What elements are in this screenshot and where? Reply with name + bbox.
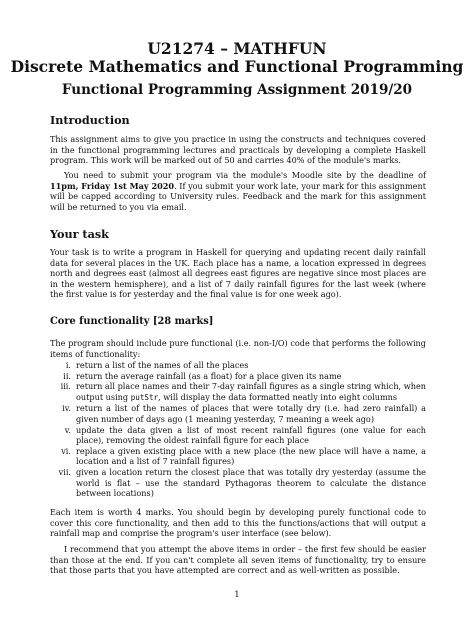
core-functionality-heading: Core functionality [28 marks] xyxy=(50,316,214,327)
list-item: i. return a list of the names of all the places xyxy=(65,360,249,370)
list-item: iii. return all place names and their 7-day rainfall figures as a single string which, when output using putStr, will display the data formatted neatly into eight columns xyxy=(60,381,426,402)
core-after-paragraph-1: Each item is worth 4 marks. You should begin by developing purely functional code to cover this core functionality, and then add to this the functions/actions that will output a rainfall map and comprise the program's user interface (see below). xyxy=(50,507,426,539)
core-after-paragraph-2: I recommend that you attempt the above items in order – the first few should be easier than those at the end. If you can't complete all seven items of functionality, try to ensure that those parts that you have attempted are correct and as well-written as possible. xyxy=(50,544,426,576)
list-item: iv. return a list of the names of places that were totally dry (i.e. had zero rainfall) a given number of days ago (1 meaning yesterday, 7 meaning a week ago) xyxy=(62,403,426,424)
deadline-text: 11pm, Friday 1st May 2020 xyxy=(50,180,175,191)
task-paragraph: Your task is to write a program in Haskell for querying and updating recent daily rainfall data for several places in the UK. Each place has a name, a location expressed in degrees north and degrees east (almost all degrees east figures are negative since most places are in the western hemisphere), and a list of 7 daily rainfall figures for the last week (where the first value is for yesterday and the final value is for one week ago). xyxy=(50,247,426,300)
list-item: vii. given a location return the closest place that was totally dry yesterday (assume the world is flat – use the standard Pythagoras theorem to calculate the distance between locations) xyxy=(58,466,426,499)
functionality-list xyxy=(50,360,426,499)
core-intro-paragraph: The program should include pure functional (i.e. non-I/O) code that performs the following items of functionality: xyxy=(50,338,426,359)
page-number: 1 xyxy=(234,590,240,600)
module-code: U21274 – MATHFUN xyxy=(147,39,327,58)
putstr-code: putStr xyxy=(130,392,159,402)
your-task-heading: Your task xyxy=(50,227,109,241)
intro-paragraph-2: You need to submit your program via the module's Moodle site by the deadline of 11pm, Friday 1st May 2020. If you submit your work late, your mark for this assignment will be capped according to University rules. Feedback and the mark for this assignment will be returned to you via email. xyxy=(50,170,426,212)
list-item: v. update the data given a list of most recent rainfall figures (one value for each place), removing the oldest rainfall figure for each place xyxy=(64,424,426,446)
introduction-heading: Introduction xyxy=(50,113,130,127)
list-item: vi. replace a given existing place with a new place (the new place will have a name, a location and a list of 7 rainfall figures) xyxy=(61,445,426,467)
assignment-title: Functional Programming Assignment 2019/20 xyxy=(61,82,413,98)
list-item: ii. return the average rainfall (as a float) for a place given its name xyxy=(63,370,342,381)
intro-paragraph-1: This assignment aims to give you practice in using the constructs and techniques covered in the functional programming lectures and practicals by developing a complete Haskell program. This work will be marked out of 50 and carries 40% of the module's marks. xyxy=(50,134,426,166)
module-title: Discrete Mathematics and Functional Programming xyxy=(10,57,464,76)
